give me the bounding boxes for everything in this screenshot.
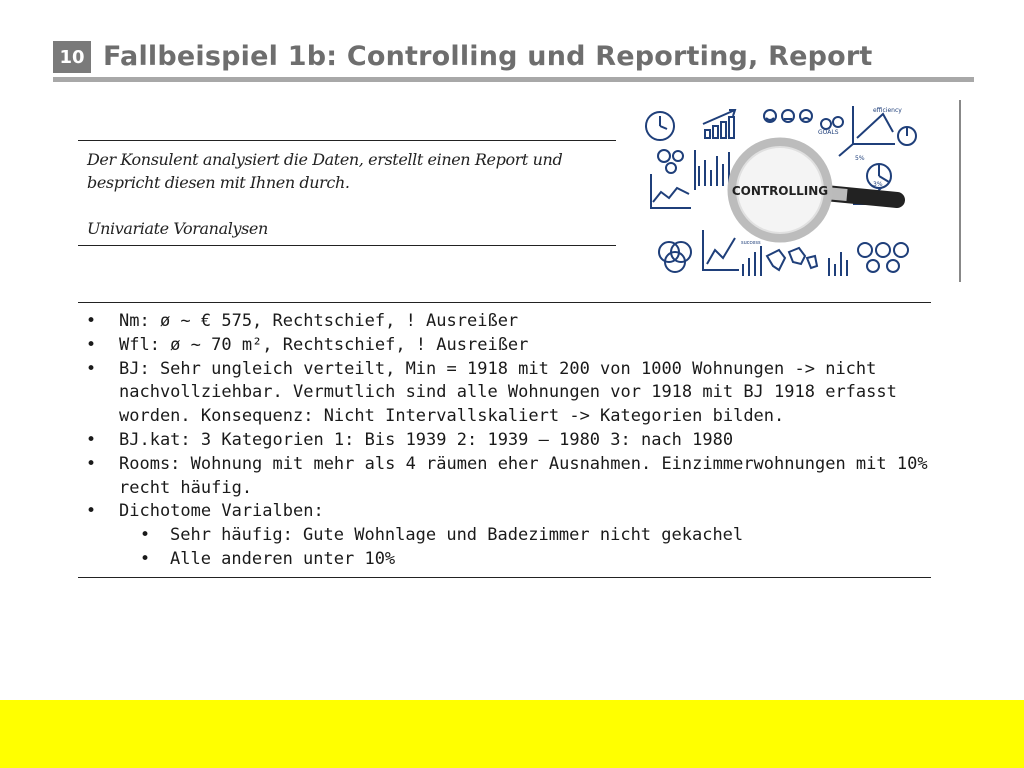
doodle-goals: GOALS [818,129,839,136]
illustration-edge [959,100,961,282]
gears-right-icon [858,243,908,272]
controlling-illustration [643,100,961,282]
growth-chart-icon [703,110,735,138]
doodle-efficiency: efficiency [873,107,902,114]
intro-subheading: Univariate Voranalysen [87,219,268,238]
bullet-bj: • BJ: Sehr ungleich verteilt, Min = 1918 mit 200 von 1000 Wohnungen -> nicht nachvollziehbar. Vermutlich sind alle Wohnungen vor 1918 mit BJ 1918 erfasst worden. Konsequenz: Nicht Intervallskaliert -> Kategorien bilden. [78,358,931,429]
clock-icon [646,112,674,140]
bullet-box [78,302,931,578]
doodle-percent-b: 3% [873,181,883,188]
venn-icon [659,242,691,272]
bullet-list [78,310,931,572]
bullet-dichotome: • Dichotome Varialben: [78,500,931,524]
small-chart-icon [703,230,739,270]
bar-chart-icon [695,150,729,190]
bullet-wfl: • Wfl: ø ~ 70 m², Rechtschief, ! Ausreißer [78,334,931,358]
magnifier-label: CONTROLLING [731,184,829,198]
world-map-icon [767,248,817,270]
bullet-rooms: • Rooms: Wohnung mit mehr als 4 räumen eher Ausnahmen. Einzimmerwohnungen mit 10% recht häufig. [78,453,931,501]
slide-title: Fallbeispiel 1b: Controlling und Reporting, Report [103,41,873,72]
doodle-success: success [741,240,761,246]
goals-icon [821,117,843,129]
gears-icon [658,150,683,173]
sub-bullet-haeufig: • Sehr häufig: Gute Wohnlage und Badezimmer nicht gekachel [78,524,931,548]
bullet-nm: • Nm: ø ~ € 575, Rechtschief, ! Ausreißer [78,310,931,334]
intro-line-1: Der Konsulent analysiert die Daten, erstellt einen Report und [87,150,563,169]
success-icon [743,246,761,276]
doodle-percent-a: 5% [855,155,865,162]
intro-box [78,140,616,246]
title-underline [53,77,974,82]
line-graph-icon [651,174,691,208]
emoji-icons [764,110,812,122]
intro-line-2: bespricht diesen mit Ihnen durch. [87,173,350,192]
footer-band [0,700,1024,768]
sub-bullet-andere: • Alle anderen unter 10% [78,548,931,572]
bars-right-icon [829,252,847,276]
pie-icon [898,127,916,145]
bullet-bj-kat: • BJ.kat: 3 Kategorien 1: Bis 1939 2: 1939 – 1980 3: nach 1980 [78,429,931,453]
slide-number: 10 [53,41,91,73]
